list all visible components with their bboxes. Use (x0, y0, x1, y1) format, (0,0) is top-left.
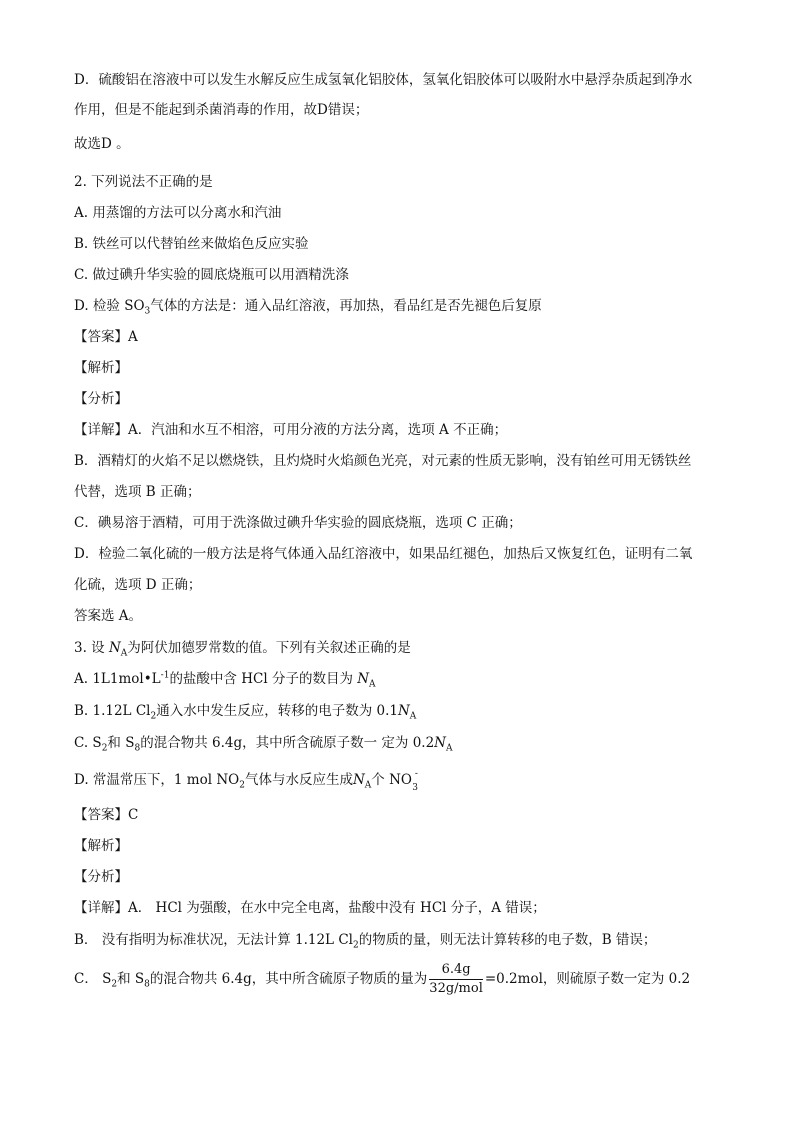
q2-detail-b-line2: 代替，选项 B 正确； (74, 484, 201, 500)
q3-answer: 【答案】C (74, 807, 139, 823)
q2-detail-d-line1: D．检验二氧化硫的一般方法是将气体通入品红溶液中，如果品红褪色，加热后又恢复红色，证明有二氧 (74, 546, 693, 562)
q3-stem: 3. 设 $N_A$为阿伏加德罗常数的值。下列有关叙述正确的是 (74, 640, 411, 659)
q3-option-c: C. $S_2$和 $S_8$的混合物共 6.4g，其中所含硫原子数一 定为 $0.2N_A$ (74, 735, 453, 754)
q2-detail-b-line1: B．酒精灯的火焰不足以燃烧铁，且灼烧时火焰颜色光亮，对元素的性质无影响，没有铂丝可用无锈铁丝 (74, 453, 692, 469)
q2-answer: 【答案】A (74, 329, 138, 345)
q2-detail-c: C．碘易溶于酒精，可用于洗涤做过碘升华实验的圆底烧瓶，选项 C 正确； (74, 515, 522, 531)
q2-option-a: A. 用蒸馏的方法可以分离水和汽油 (74, 205, 282, 221)
q2-option-c: C. 做过碘升华实验的圆底烧瓶可以用酒精洗涤 (74, 267, 349, 283)
q3-detail-a: 【详解】A． HCl 为强酸，在水中完全电离，盐酸中没有 HCl 分子，A 错误； (74, 900, 546, 916)
q2-detail-a: 【详解】A．汽油和水互不相溶，可用分液的方法分离，选项 A 不正确； (74, 422, 508, 438)
q3-option-d: D. 常温常压下，1 mol $NO_2$气体与水反应生成$N_A$个 NO - 3 (74, 769, 418, 793)
q2-fenxi-heading: 【分析】 (74, 391, 128, 407)
q3-option-a: A. $1L1mol•L^{-1}$的盐酸中含 HCl 分子的数目为 $N_A$ (74, 670, 376, 690)
q2-conclusion: 答案选 A。 (74, 608, 143, 624)
prev-conclusion: 故选D 。 (74, 136, 130, 152)
q3-detail-c: C． $S_2$和 $S_8$的混合物共 6.4g，其中所含硫原子物质的量为 $\frac{6.4g}{\text{32g/mol}}$ =0.2mol，则硫原子数一定为 0.2 (74, 962, 691, 996)
prev-option-d-line2: 作用，但是不能起到杀菌消毒的作用，故D错误； (74, 102, 369, 118)
q2-option-d: D. 检验 $SO_3$气体的方法是：通入品红溶液，再加热，看品红是否先褪色后复原 (74, 298, 542, 317)
q2-analysis-heading: 【解析】 (74, 360, 128, 376)
q3-fenxi-heading: 【分析】 (74, 869, 128, 885)
q2-detail-d-line2: 化硫，选项 D 正确； (74, 577, 202, 593)
q2-stem: 2. 下列说法不正确的是 (74, 174, 213, 190)
q2-option-b: B. 铁丝可以代替铂丝来做焰色反应实验 (74, 236, 309, 252)
prev-option-d-line1: D．硫酸铝在溶液中可以发生水解反应生成氢氧化铝胶体，氢氧化铝胶体可以吸附水中悬浮杂质起到净水 (74, 72, 693, 88)
q3-option-b: B. 1.12L $Cl_2$通入水中发生反应，转移的电子数为 $0.1N_A$ (74, 703, 417, 722)
molar-fraction: $\frac{6.4g}{\text{32g/mol}}$ (429, 962, 483, 996)
q3-analysis-heading: 【解析】 (74, 838, 128, 854)
q3-detail-b: B． 没有指明为标准状况，无法计算 1.12L $Cl_2$的物质的量，则无法计算转移的电子数，B 错误； (74, 932, 657, 951)
